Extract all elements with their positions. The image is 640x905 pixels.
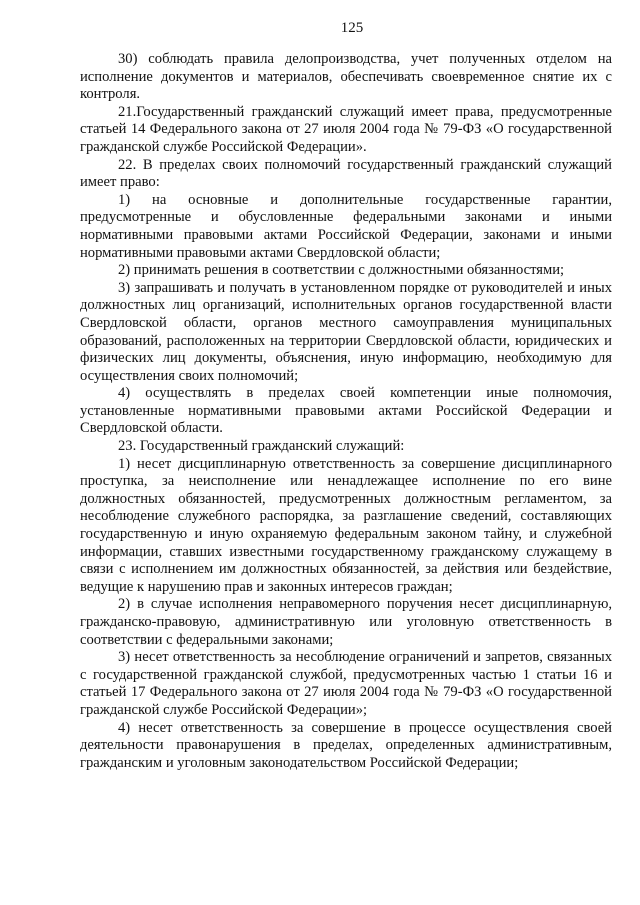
paragraph-23-item-1: 1) несет дисциплинарную ответственность за совершение дисциплинарного проступка, за неисполнение или ненадлежащее исполнение по его вине должностных обязанностей, предусмотренных должностным регламентом, за несоблюдение служебного распорядка, за разглашение сведений, составляющих государственную и иную охраняемую федеральным законом тайну, и служебной информации, ставших известными государственному гражданскому служащему в связи с исполнением им должностных обязанностей, за действия или бездействие, ведущие к нарушению прав и законных интересов граждан;	[80, 455, 612, 595]
paragraph-22-item-1: 1) на основные и дополнительные государственные гарантии, предусмотренные и обусловленные федеральными законами и иными нормативными правовыми актами Российской Федерации, законами и иными нормативными правовыми актами Свердловской области;	[80, 191, 612, 261]
paragraph-21-rights: 21.Государственный гражданский служащий имеет права, предусмотренные статьей 14 Федерального закона от 27 июля 2004 года № 79-ФЗ «О государственной гражданской службе Российской Федерации».	[80, 103, 612, 155]
paragraph-22-intro: 22. В пределах своих полномочий государственный гражданский служащий имеет право:	[80, 156, 612, 191]
paragraph-22-item-3: 3) запрашивать и получать в установленном порядке от руководителей и иных должностных лиц организаций, исполнительных органов государственной власти Свердловской области, органов местного самоуправления муниципальных образований, расположенных на территории Свердловской области, юридических и физических лиц документы, объяснения, иную информацию, необходимую для осуществления своих полномочий;	[80, 279, 612, 384]
paragraph-22-item-2: 2) принимать решения в соответствии с должностными обязанностями;	[118, 262, 565, 279]
paragraph-23-item-4: 4) несет ответственность за совершение в процессе осуществления своей деятельности правонарушения в пределах, определенных административным, гражданским и уголовным законодательством Российской Федерации;	[80, 719, 612, 771]
paragraph-22-item-4: 4) осуществлять в пределах своей компетенции иные полномочия, установленные нормативными правовыми актами Российской Федерации и Свердловской области.	[80, 385, 612, 437]
paragraph-item-30: 30) соблюдать правила делопроизводства, учет полученных отделом на исполнение документов и материалов, обеспечивать своевременное снятие их с контроля.	[80, 51, 612, 103]
paragraph-23-item-2: 2) в случае исполнения неправомерного поручения несет дисциплинарную, гражданско-правовую, административную или уголовную ответственность в соответствии с федеральными законами;	[80, 596, 612, 648]
paragraph-23-intro: 23. Государственный гражданский служащий:	[118, 438, 405, 455]
page-number: 125	[340, 20, 364, 36]
paragraph-23-item-3: 3) несет ответственность за несоблюдение ограничений и запретов, связанных с государственной гражданской службой, предусмотренных частью 1 статьи 16 и статьей 17 Федерального закона от 27 июля 2004 года № 79-ФЗ «О государственной гражданской службе Российской Федерации»;	[80, 649, 612, 718]
